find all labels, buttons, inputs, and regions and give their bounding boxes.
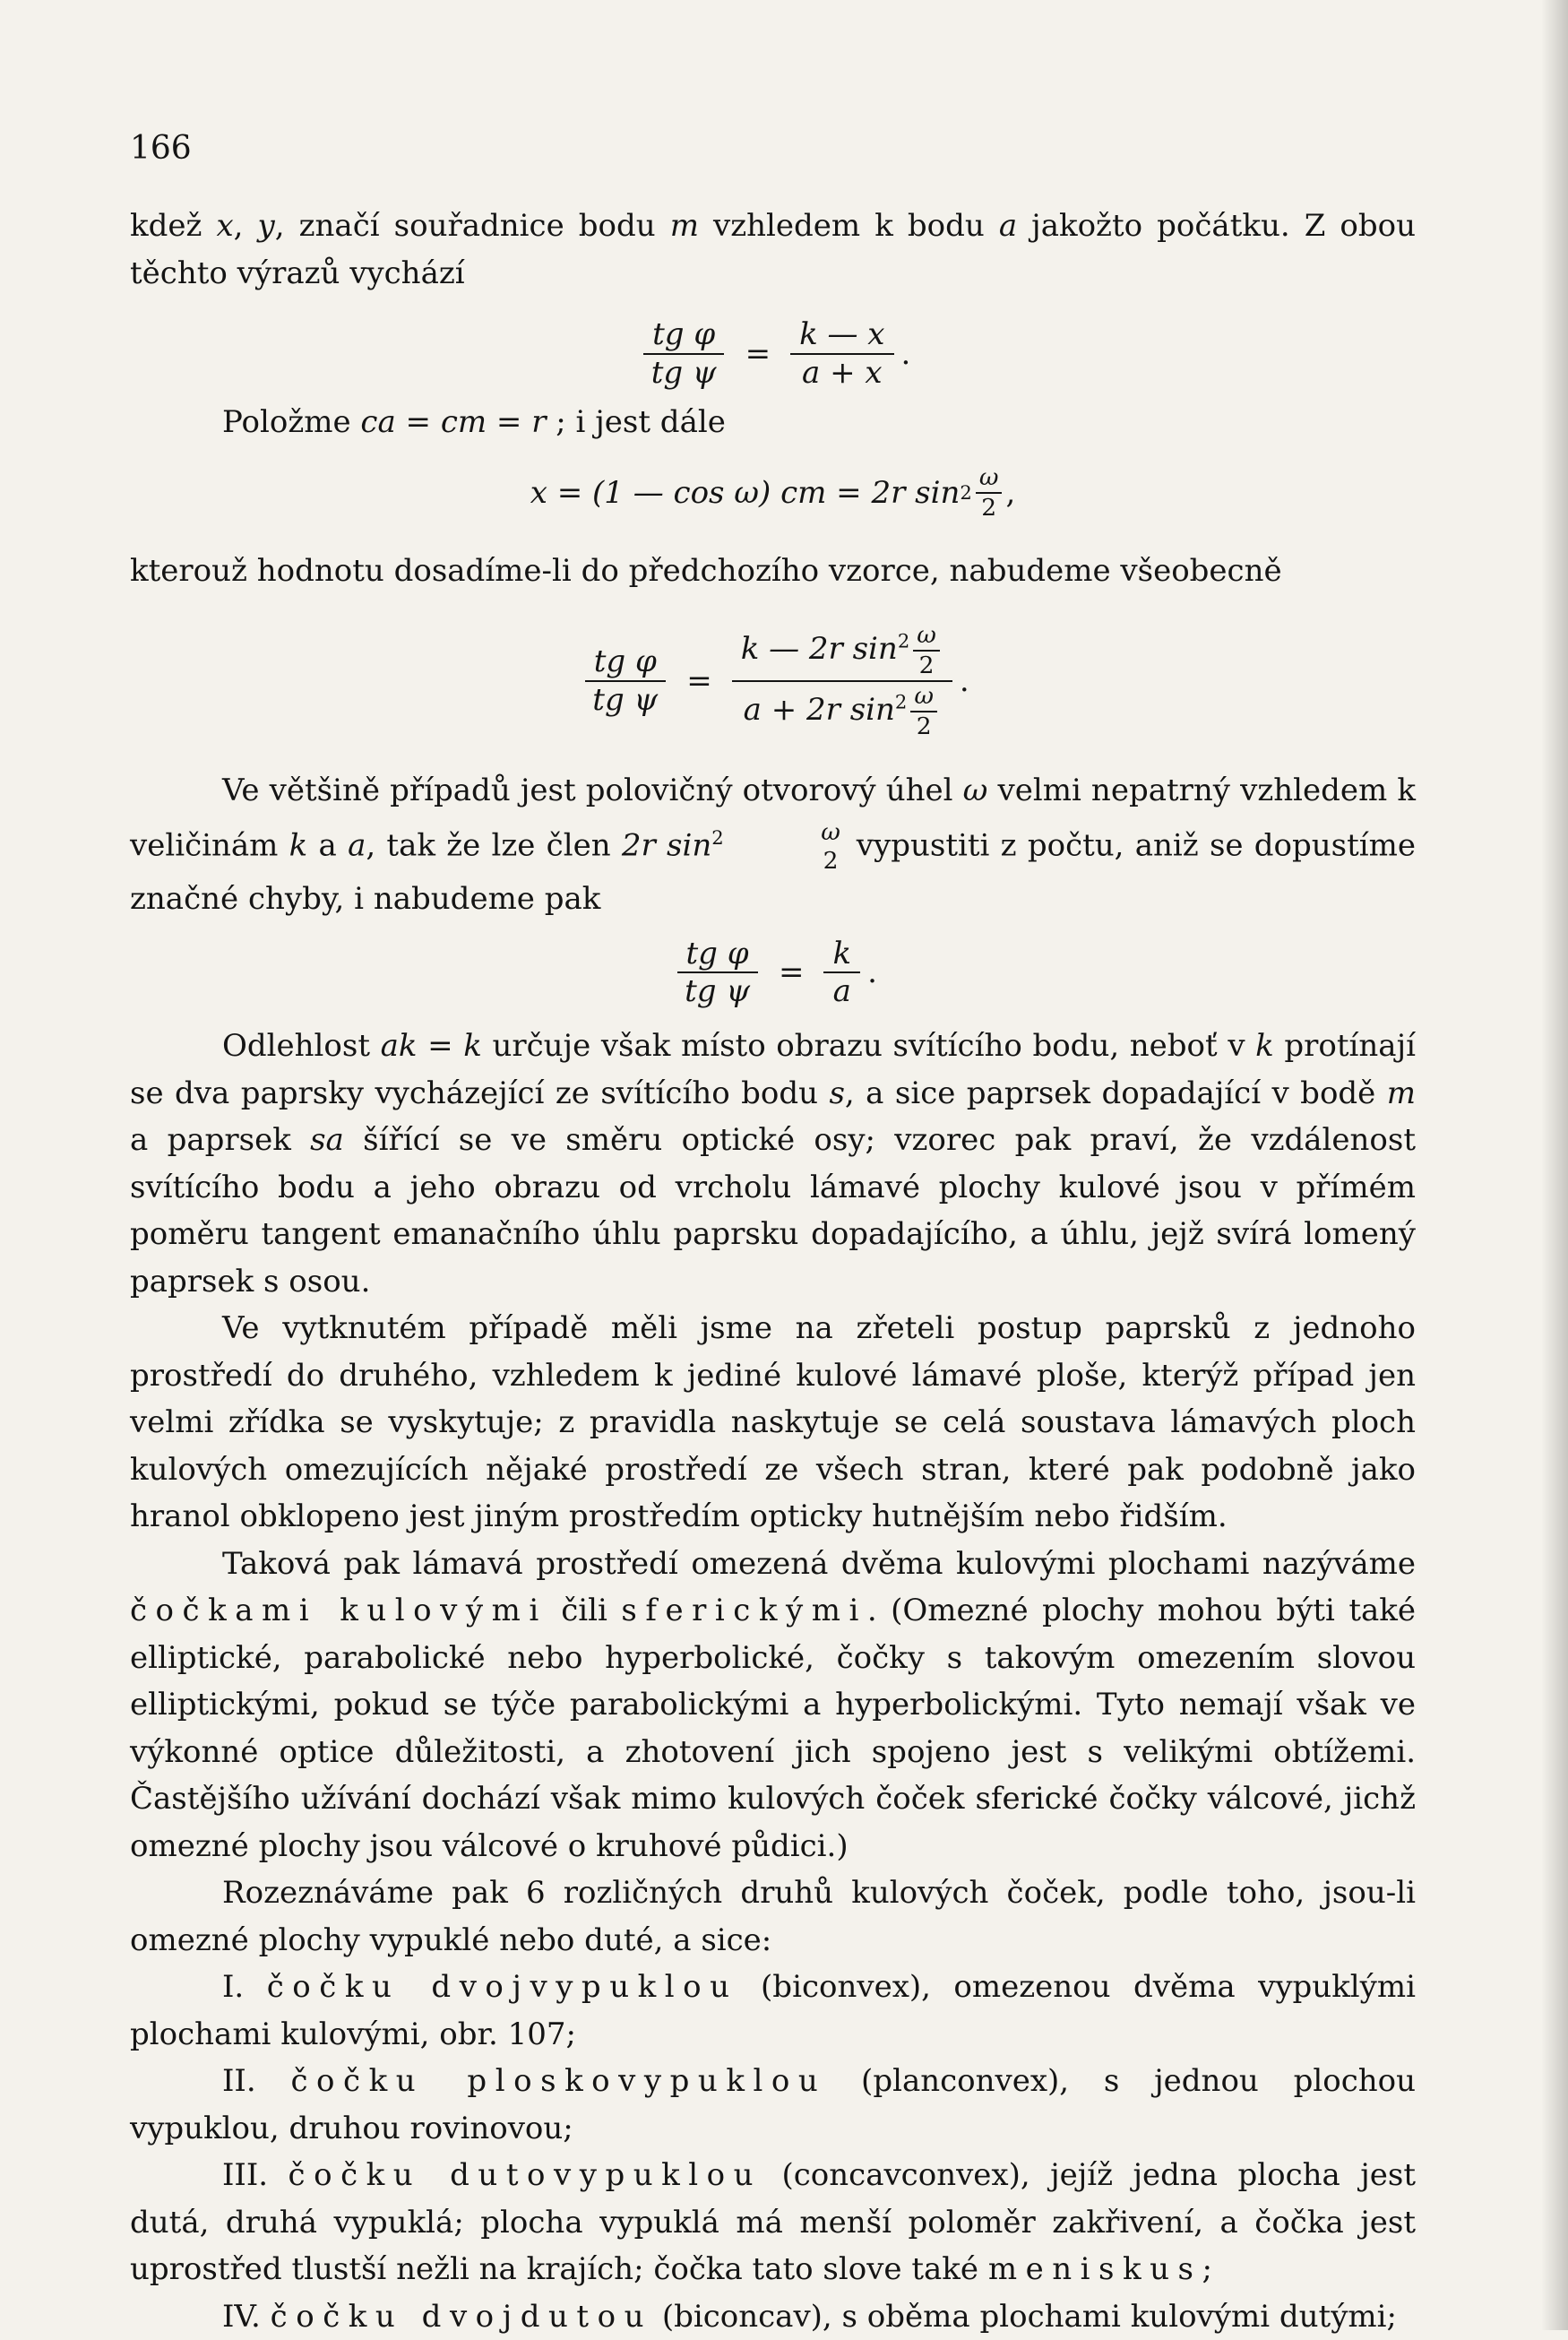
paragraph-2: Položme ca = cm = r ; i jest dále xyxy=(222,403,726,440)
paragraph-6: Ve vytknutém případě měli jsme na zřeteli postup paprsků z jednoho prostředí do druhého, vzhledem k jediné kulové lámavé ploše, kterýž případ jen velmi zřídka se vyskytuje; z pravidla naskytuje se celá soustava lámavých ploch kulových omezujících nějaké prostředí ze všech stran, které pak podobně jako hranol obklopeno jest jiným prostředím opticky hutnějším nebo řidším. xyxy=(130,1310,1416,1535)
paragraph-8: Rozeznáváme pak 6 rozličných druhů kulových čoček, podle toho, jsou-li omezné plochy vypuklé nebo duté, a sice: xyxy=(130,1875,1416,1958)
formula-1: $\frac{\text{tg φ}}{\text{tg ψ}}$ = $\frac{k — x}{a + x}$ . xyxy=(130,316,1416,392)
list-item: II. čočku ploskovypuklou (planconvex), s jednou plochou vypuklou, druhou rovinovou; xyxy=(130,2063,1417,2146)
list-item: I. čočku dvojvypuklou (biconvex), omezenou dvěma vypuklými plochami kulovými, obr. 107; xyxy=(130,1969,1417,2052)
paragraph-1: kdež x, y, značí souřadnice bodu m vzhledem k bodu a jakožto počátku. Z obou těchto výrazů vychází xyxy=(130,208,1417,291)
paragraph-7: Taková pak lámavá prostředí omezená dvěma kulovými plochami nazýváme čočkami kulovými čili sferickými. (Omezné plochy mohou býti také elliptické, parabolické nebo hyperbolické, čočky s takovým omezením slovou elliptickými, pokud se týče parabolickými a hyperbolickými. Tyto nemají však ve výkonné optice důležitosti, a zhotovení jich spojeno jest s velikými obtížemi. Častějšího užívání dochází však mimo kulových čoček sferické čočky válcové, jichž omezné plochy jsou válcové o kruhové půdici.) xyxy=(130,1545,1416,1864)
formula-3: $\frac{\text{tg φ}}{\text{tg ψ}}$ = k — 2r $\sin^2$ $\frac{\omega}{2}$ a + 2r $\sin^2$ $\frac{\omega}{2}$ . xyxy=(130,621,1416,740)
list-item: IV. čočku dvojdutou (biconcav), s oběma plochami kulovými dutými; xyxy=(222,2298,1397,2335)
paragraph-4: Ve většině případů jest polovičný otvorový úhel ω velmi nepatrný vzhledem k veličinám k a a, tak že lze člen 2r $\sin^2$ ω 2 vypustiti z počtu, aniž se dopustíme značné chyby, i nabudeme pak xyxy=(130,773,1417,918)
paragraph-3: kterouž hodnotu dosadíme-li do předchozího vzorce, nabudeme všeobecně xyxy=(130,552,1282,589)
list-item: III. čočku dutovypuklou (concavconvex), jejíž jedna plocha jest dutá, druhá vypuklá; plocha vypuklá má menší poloměr zakřivení, a čočka jest uprostřed tlustší nežli na krajích; čočka tato slove také meniskus; xyxy=(130,2157,1416,2288)
paragraph-5: Odlehlost ak = k určuje však místo obrazu svítícího bodu, neboť v k protínají se dva paprsky vycházející ze svítícího bodu s, a sice paprsek dopadající v bodě m a paprsek sa šířící se ve směru optické osy; vzorec pak praví, že vzdálenost svítícího bodu a jeho obrazu od vrcholu lámavé plochy kulové jsou v přímém poměru tangent emanačního úhlu paprsku dopadajícího, a úhlu, jejž svírá lomený paprsek s osou. xyxy=(130,1028,1416,1300)
formula-2: x = (1 — cos ω) cm = 2r sin 2 $\frac{\omega}{2}$ , xyxy=(530,463,1016,522)
formula-4: $\frac{\text{tg φ}}{\text{tg ψ}}$ = $\frac{k}{a}$ . xyxy=(130,936,1416,1011)
page-number: 166 xyxy=(130,130,192,167)
